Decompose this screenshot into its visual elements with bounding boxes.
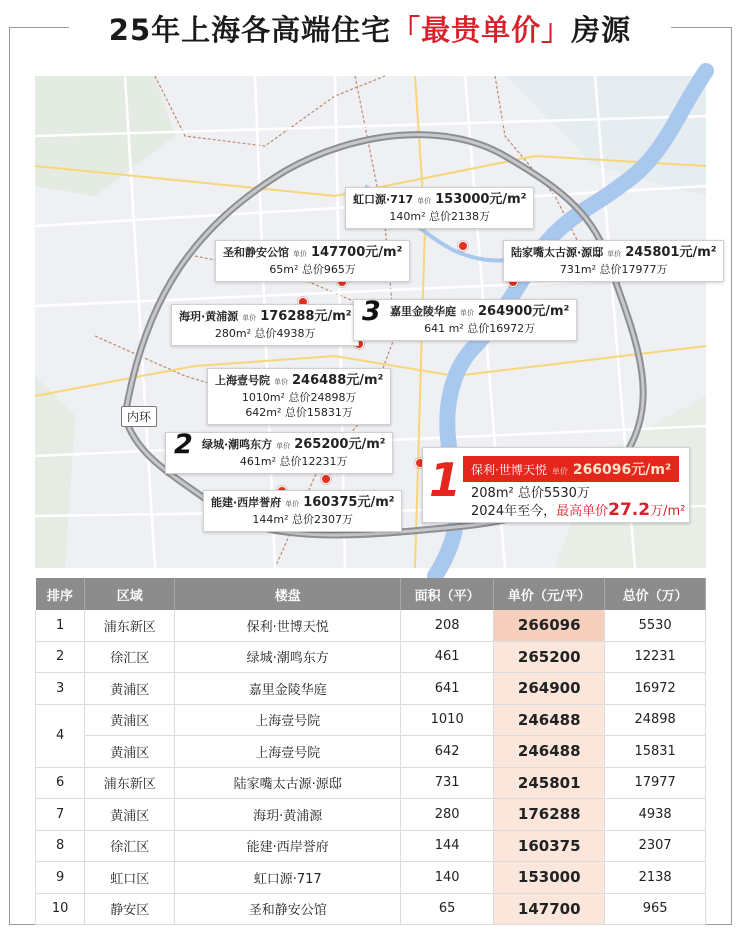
top-listing-header	[463, 456, 679, 482]
table-row[interactable]	[36, 610, 706, 641]
record-number: 27.2	[608, 500, 651, 520]
cell-project: 嘉里金陵华庭	[175, 673, 401, 705]
header-rank: 排序	[36, 578, 85, 610]
cell-rank: 10	[36, 893, 85, 925]
cell-district: 黄浦区	[85, 673, 175, 705]
cell-rank: 3	[36, 673, 85, 705]
label-nengjian[interactable]	[203, 490, 402, 532]
cell-project: 上海壹号院	[175, 704, 401, 736]
label-tag: 单价	[276, 442, 291, 450]
cell-project: 上海壹号院	[175, 736, 401, 768]
label-sub-2: 642m² 总价15831万	[245, 406, 353, 419]
label-sub: 461m² 总价12231万	[239, 455, 348, 468]
table-row[interactable]	[36, 830, 706, 862]
cell-rank: 1	[36, 610, 85, 641]
header-total-price: 总价（万）	[605, 578, 706, 610]
label-haiyue[interactable]	[171, 304, 359, 346]
label-shanghai1[interactable]	[207, 368, 391, 425]
cell-area: 140	[401, 862, 494, 894]
label-greentown[interactable]	[165, 429, 393, 474]
cell-project: 能建·西岸誉府	[175, 830, 401, 862]
cell-total-price: 16972	[605, 673, 706, 705]
top-listing-record	[471, 500, 685, 520]
label-name: 上海壹号院	[215, 374, 270, 387]
label-lujiazui[interactable]	[503, 240, 724, 282]
cell-district: 静安区	[85, 893, 175, 925]
cell-district: 虹口区	[85, 862, 175, 894]
title-bar	[0, 6, 740, 50]
label-tag: 单价	[274, 378, 288, 386]
label-price: 264900元/m²	[478, 304, 570, 319]
record-prefix: 2024年至今，	[471, 504, 557, 519]
label-price: 176288元/m²	[260, 309, 352, 324]
pin-hongkou[interactable]	[458, 241, 468, 251]
label-tag: 单价	[417, 197, 432, 205]
cell-district: 徐汇区	[85, 830, 175, 862]
ranking-table	[35, 578, 706, 925]
cell-unit-price: 147700	[494, 893, 605, 925]
label-hongkou[interactable]	[345, 187, 534, 229]
label-sub: 140m² 总价2138万	[389, 210, 491, 223]
cell-unit-price: 246488	[494, 736, 605, 768]
cell-district: 黄浦区	[85, 799, 175, 831]
inner-ring-label: 内环	[121, 406, 157, 427]
title-suffix: 房源	[571, 12, 632, 47]
label-sub: 280m² 总价4938万	[214, 327, 316, 340]
cell-unit-price: 265200	[494, 641, 605, 673]
record-unit: 万/m²	[650, 504, 686, 519]
table-row[interactable]	[36, 893, 706, 925]
header-district: 区域	[85, 578, 175, 610]
label-tag: 单价	[607, 250, 622, 258]
label-tag: 单价	[285, 500, 300, 508]
cell-rank: 2	[36, 641, 85, 673]
cell-total-price: 24898	[605, 704, 706, 736]
cell-area: 731	[401, 767, 494, 799]
label-name: 能建·西岸誉府	[211, 496, 282, 509]
label-name: 虹口源·717	[353, 193, 414, 206]
top-listing-tag: 单价	[551, 467, 568, 476]
cell-total-price: 5530	[605, 610, 706, 641]
cell-area: 641	[401, 673, 494, 705]
title-highlight: 「最贵单价」	[391, 12, 572, 47]
label-price: 245801元/m²	[625, 245, 717, 260]
cell-total-price: 2138	[605, 862, 706, 894]
cell-district: 徐汇区	[85, 641, 175, 673]
cell-district: 浦东新区	[85, 767, 175, 799]
rank-number-top: 1	[429, 453, 462, 507]
cell-unit-price: 246488	[494, 704, 605, 736]
table-row[interactable]	[36, 767, 706, 799]
table-row[interactable]	[36, 736, 706, 768]
label-tag: 单价	[460, 309, 474, 317]
rank-number: 2	[174, 429, 193, 460]
cell-unit-price: 153000	[494, 862, 605, 894]
label-sub: 641 m² 总价16972万	[424, 322, 536, 335]
label-price: 246488元/m²	[292, 373, 384, 388]
table-row[interactable]	[36, 799, 706, 831]
header-area: 面积（平）	[401, 578, 494, 610]
cell-area: 1010	[401, 704, 494, 736]
cell-rank: 9	[36, 862, 85, 894]
title-prefix: 25年上海各高端住宅	[108, 12, 392, 47]
label-sub: 731m² 总价17977万	[559, 263, 668, 276]
cell-district: 浦东新区	[85, 610, 175, 641]
cell-unit-price: 264900	[494, 673, 605, 705]
label-price: 265200元/m²	[294, 437, 386, 452]
cell-rank: 6	[36, 767, 85, 799]
cell-area: 280	[401, 799, 494, 831]
cell-area: 144	[401, 830, 494, 862]
cell-district: 黄浦区	[85, 736, 175, 768]
cell-district: 黄浦区	[85, 704, 175, 736]
header-project: 楼盘	[175, 578, 401, 610]
label-tag: 单价	[242, 314, 257, 322]
table-row[interactable]	[36, 862, 706, 894]
label-sub: 1010m² 总价24898万	[241, 391, 357, 404]
label-jingan[interactable]	[215, 240, 410, 282]
cell-project: 绿城·潮鸣东方	[175, 641, 401, 673]
label-name: 海玥·黄浦源	[179, 310, 239, 323]
cell-total-price: 15831	[605, 736, 706, 768]
cell-total-price: 17977	[605, 767, 706, 799]
label-name: 绿城·潮鸣东方	[202, 438, 273, 451]
cell-unit-price: 160375	[494, 830, 605, 862]
cell-unit-price: 245801	[494, 767, 605, 799]
label-tag: 单价	[293, 250, 307, 258]
label-price: 160375元/m²	[303, 495, 395, 510]
cell-project: 虹口源·717	[175, 862, 401, 894]
table-header-row	[36, 578, 706, 610]
label-name: 嘉里金陵华庭	[390, 305, 456, 318]
label-sub: 65m² 总价965万	[269, 263, 356, 276]
cell-area: 642	[401, 736, 494, 768]
cell-total-price: 2307	[605, 830, 706, 862]
top-listing-callout[interactable]	[422, 447, 690, 523]
cell-area: 461	[401, 641, 494, 673]
top-listing-area-total: 208m² 总价5530万	[471, 486, 590, 501]
cell-unit-price: 176288	[494, 799, 605, 831]
cell-total-price: 965	[605, 893, 706, 925]
page-title	[97, 8, 643, 49]
label-price: 153000元/m²	[435, 192, 527, 207]
cell-total-price: 4938	[605, 799, 706, 831]
rank-number: 3	[362, 296, 381, 327]
cell-area: 65	[401, 893, 494, 925]
cell-rank: 7	[36, 799, 85, 831]
cell-area: 208	[401, 610, 494, 641]
cell-project: 陆家嘴太古源·源邸	[175, 767, 401, 799]
cell-total-price: 12231	[605, 641, 706, 673]
cell-project: 圣和静安公馆	[175, 893, 401, 925]
pin-greentown[interactable]	[321, 474, 331, 484]
table-row[interactable]	[36, 641, 706, 673]
cell-project: 保利·世博天悦	[175, 610, 401, 641]
label-name: 陆家嘴太古源·源邸	[511, 246, 604, 259]
cell-rank: 8	[36, 830, 85, 862]
cell-unit-price: 266096	[494, 610, 605, 641]
label-name: 圣和静安公馆	[223, 246, 289, 259]
top-listing-name: 保利·世博天悦	[471, 463, 547, 477]
label-price: 147700元/m²	[311, 245, 403, 260]
cell-project: 海玥·黄浦源	[175, 799, 401, 831]
header-unit-price: 单价（元/平）	[494, 578, 605, 610]
label-sub: 144m² 总价2307万	[252, 513, 354, 526]
label-jiali[interactable]	[353, 296, 577, 341]
top-listing-price: 266096元/m²	[572, 462, 672, 478]
record-label: 最高单价	[556, 504, 609, 519]
table-row[interactable]	[36, 704, 706, 736]
table-row[interactable]	[36, 673, 706, 705]
cell-rank: 4	[36, 704, 85, 767]
